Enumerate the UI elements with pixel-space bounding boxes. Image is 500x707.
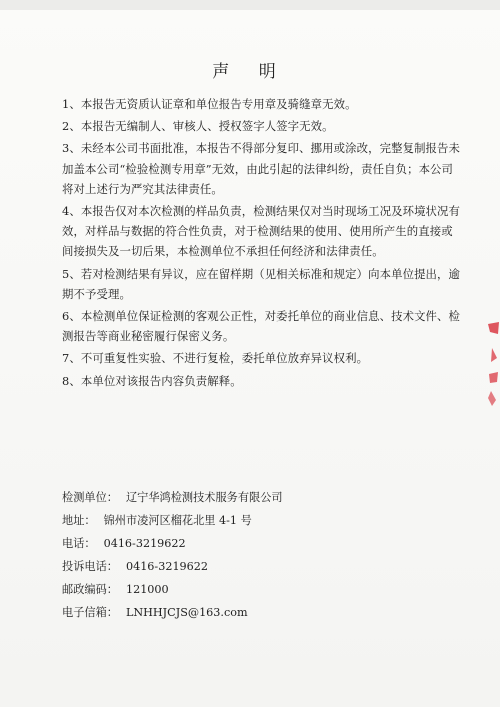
email-value: LNHHJCJS@163.com (125, 606, 248, 619)
address-label: 地址： (62, 514, 96, 527)
phone-value: 0416-3219622 (103, 537, 186, 550)
complaint-phone-label: 投诉电话： (62, 560, 118, 573)
statement-item-1: 1、本报告无资质认证章和单位报告专用章及骑缝章无效。 (62, 97, 357, 111)
statement-item-6: 6、本检测单位保证检测的客观公正性，对委托单位的商业信息、技术文件、检测报告等商业秘密履行保密义务。 (62, 309, 461, 344)
company-label: 检测单位： (62, 491, 118, 504)
email-row (62, 601, 422, 624)
postcode-value: 121000 (125, 583, 169, 596)
statement-item-5: 5、若对检测结果有异议，应在留样期（见相关标准和规定）向本单位提出，逾期不予受理。 (62, 266, 461, 301)
statement-item-2: 2、本报告无编制人、审核人、授权签字人签字无效。 (62, 119, 334, 134)
complaint-phone-row (62, 555, 422, 578)
statement-item-3: 3、未经本公司书面批准，本报告不得部分复印、挪用或涂改，完整复制报告未加盖本公司“检验检测专用章”无效，由此引起的法律纠纷，责任自负；本公司将对上述行为严究其法律责任。 (62, 141, 461, 196)
statement-item-8: 8、本单位对该报告内容负责解释。 (62, 373, 242, 388)
phone-row (62, 532, 422, 555)
email-label: 电子信箱： (62, 606, 118, 619)
postcode-label: 邮政编码： (62, 583, 118, 596)
company-row (62, 486, 422, 509)
statement-item-7: 7、不可重复性实验、不进行复检，委托单位放弃异议权利。 (62, 351, 369, 366)
postcode-row (62, 578, 422, 601)
page-title: 声 明 (212, 62, 288, 82)
address-value: 锦州市凌河区榴花北里 4-1 号 (103, 514, 252, 527)
phone-label: 电话： (62, 537, 96, 550)
complaint-phone-value: 0416-3219622 (125, 560, 209, 573)
seal-stamp-icon (482, 320, 500, 410)
company-name: 辽宁华鸿检测技术服务有限公司 (125, 491, 283, 504)
page-top-strip (0, 0, 500, 10)
statement-item-4: 4、本报告仅对本次检测的样品负责，检测结果仅对当时现场工况及环境状况有效，对样品与数据的符合性负责，对于检测结果的使用、使用所产生的直接或间接损失及一切后果，本检测单位不承担任何经济和法律责任。 (62, 204, 461, 259)
contact-info (62, 486, 422, 624)
address-row (62, 509, 422, 532)
statement-list (62, 94, 462, 393)
